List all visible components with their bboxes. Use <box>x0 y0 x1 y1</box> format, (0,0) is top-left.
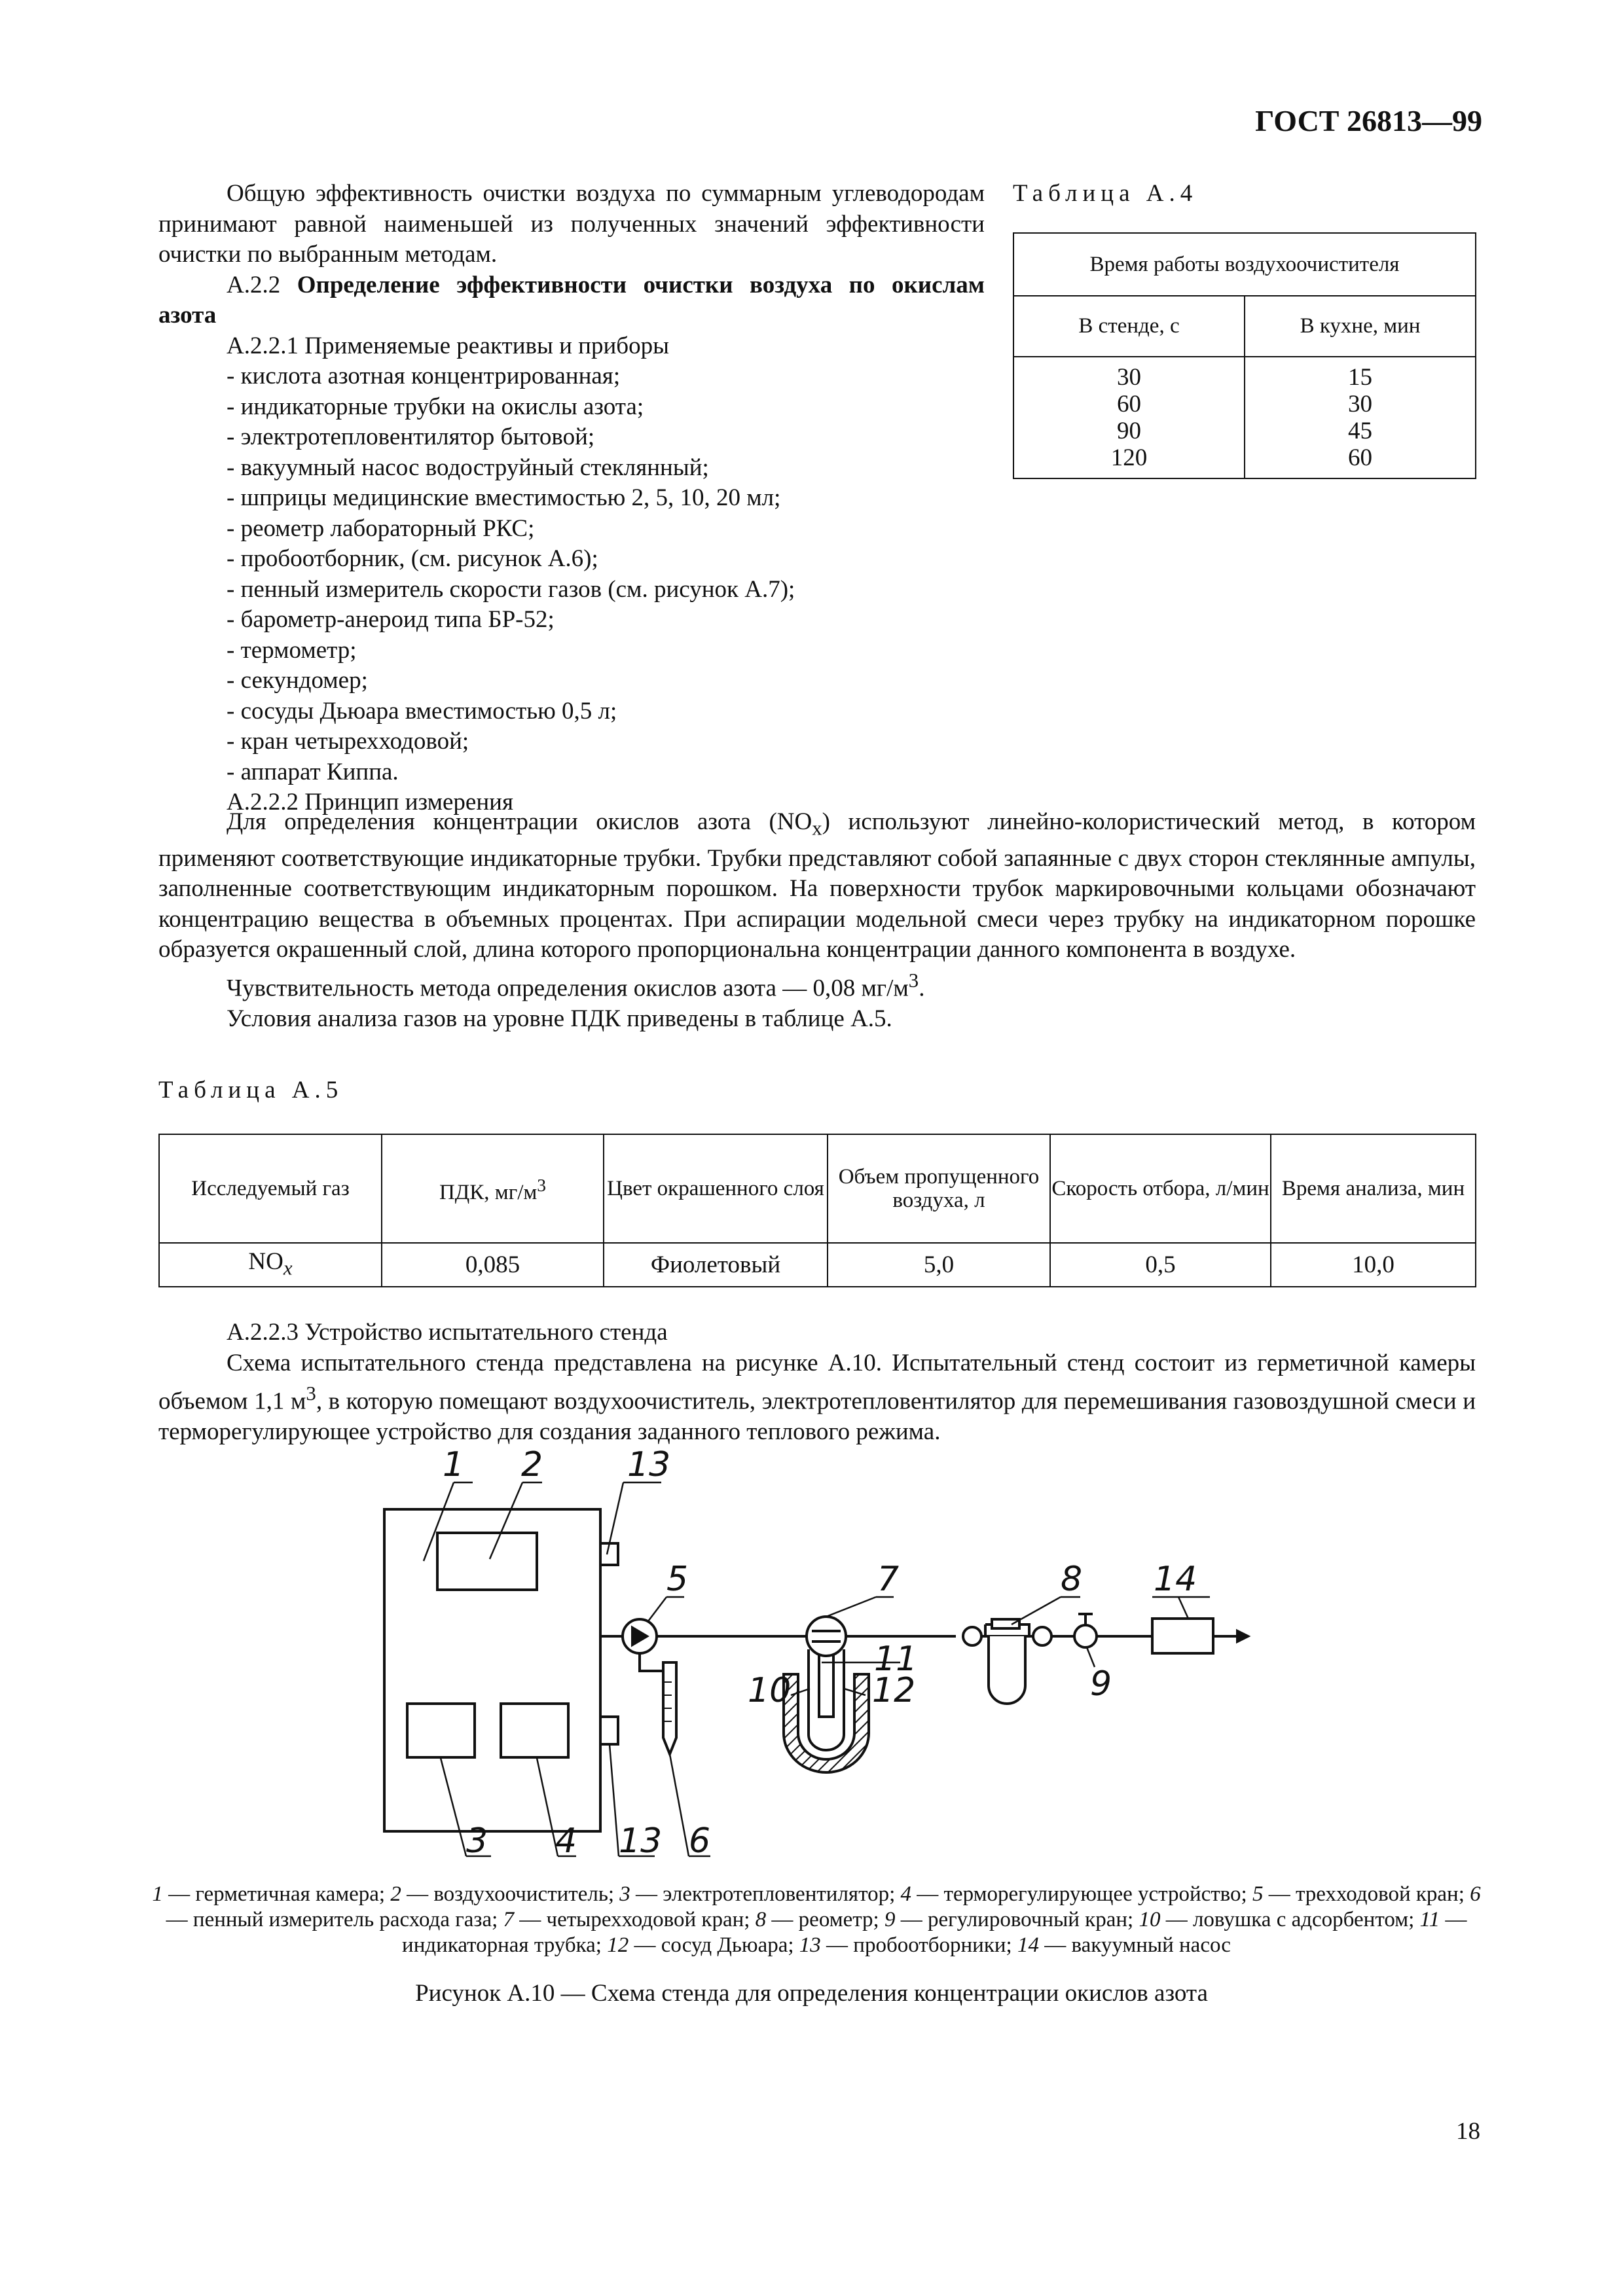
rheometer-port-left <box>963 1627 981 1645</box>
table5-header-text: ПДК, мг/м <box>439 1180 538 1204</box>
subscript: x <box>812 817 822 840</box>
sensitivity-text: Чувствительность метода определения окислов азота — 0,08 мг/м <box>227 975 909 1002</box>
subsection-a222: А.2.2.2 Принцип измерения <box>227 789 513 816</box>
table5-header: Скорость отбора, л/мин <box>1050 1134 1271 1243</box>
heater-fan <box>407 1704 475 1757</box>
legend-text: — воздухоочиститель; <box>401 1882 620 1906</box>
table5-cell: 0,5 <box>1050 1243 1271 1287</box>
subscript: x <box>283 1257 293 1280</box>
stand-text: , в которую помещают воздухоочиститель, электротепловентилятор для перемешивания газовоздушной смеси и терморегулирующее устройство для создания заданного теплового режима. <box>158 1388 1476 1445</box>
section-title: Определение эффективности очистки воздуха по окислам азота <box>158 271 985 329</box>
legend-number: 1 <box>152 1882 163 1906</box>
legend-text: — терморегулирующее устройство; <box>911 1882 1252 1906</box>
diagram-label-5: 5 <box>666 1560 689 1599</box>
diagram-label-8: 8 <box>1061 1560 1083 1599</box>
legend-number: 13 <box>799 1933 821 1957</box>
table5-header: Исследуемый газ <box>159 1134 382 1243</box>
hermetic-chamber <box>384 1509 600 1831</box>
diagram-label-3: 3 <box>466 1821 488 1861</box>
legend-text: — ловушка с адсорбентом; <box>1160 1908 1420 1931</box>
legend-text: — индикаторная трубка; <box>402 1908 1467 1957</box>
diagram-label-13-bottom: 13 <box>619 1821 663 1861</box>
foam-meter-link <box>640 1653 663 1671</box>
page-number: 18 <box>1456 2118 1480 2145</box>
legend-number: 6 <box>1470 1882 1481 1906</box>
table4-cell: 30 <box>1348 391 1372 418</box>
sampler-bottom <box>600 1717 618 1744</box>
superscript: 3 <box>908 969 919 992</box>
reagent-item: - реометр лабораторный РКС; <box>227 514 535 542</box>
superscript: 3 <box>306 1382 316 1405</box>
legend-number: 8 <box>755 1908 767 1931</box>
legend-text: — четырехходовой кран; <box>514 1908 756 1931</box>
figure-legend <box>145 1882 1487 1958</box>
legend-number: 14 <box>1017 1933 1039 1957</box>
legend-number: 11 <box>1419 1908 1440 1931</box>
reagent-item: - индикаторные трубки на окислы азота; <box>227 393 644 420</box>
four-way-valve <box>807 1617 846 1656</box>
legend-number: 2 <box>390 1882 401 1906</box>
legend-number: 12 <box>607 1933 629 1957</box>
diagram-label-7: 7 <box>877 1560 900 1599</box>
reagent-item: - вакуумный насос водоструйный стеклянный; <box>227 454 709 481</box>
principle-text: ) используют линейно-колористический метод, в котором применяют соответствующие индикаторные трубки. Трубки представляют собой запаянные с двух сторон стеклянные ампулы, заполненные соответствующим индикаторным порошком. На поверхности трубок маркировочными кольцами обозначают концентрацию вещества в объемных процентах. При аспирации модельной смеси через трубку на индикаторном порошке образуется окрашенный слой, длина которого пропорциональна концентрации данного компонента в воздухе. <box>158 808 1476 963</box>
outlet-arrow-icon <box>1237 1631 1248 1641</box>
diagram-label-6: 6 <box>689 1821 711 1861</box>
reagent-item: - аппарат Киппа. <box>227 758 399 785</box>
valve-handle-icon <box>1078 1614 1093 1625</box>
diagram-label-14: 14 <box>1154 1560 1197 1599</box>
legend-text: — реометр; <box>766 1908 884 1931</box>
legend-text: — пенный измеритель расхода газа; <box>166 1908 503 1931</box>
diagram-label-11: 11 <box>874 1640 918 1679</box>
diagram-label-2: 2 <box>521 1445 543 1484</box>
reagent-item: - пробоотборник, (см. рисунок А.6); <box>227 545 598 572</box>
table5-header: Время анализа, мин <box>1271 1134 1476 1243</box>
indicator-tube <box>819 1651 833 1717</box>
rheometer-port-right <box>1033 1627 1051 1645</box>
table4-cell: 15 <box>1348 364 1372 391</box>
table4-cell: 120 <box>1110 444 1148 471</box>
reagent-item: - сосуды Дьюара вместимостью 0,5 л; <box>227 697 617 725</box>
figure-caption: Рисунок А.10 — Схема стенда для определения концентрации окислов азота <box>415 1980 1208 2007</box>
sensitivity-text: . <box>919 975 925 1002</box>
legend-number: 10 <box>1139 1908 1161 1931</box>
table4-label: Таблица А.4 <box>1013 180 1198 207</box>
table4-cell: 45 <box>1348 418 1372 444</box>
legend-text: — электротепловентилятор; <box>630 1882 901 1906</box>
reagent-item: - электротепловентилятор бытовой; <box>227 423 595 450</box>
table5-cell: 10,0 <box>1271 1243 1476 1287</box>
reagent-item: - пенный измеритель скорости газов (см. рисунок А.7); <box>227 575 795 603</box>
diagram-label-9: 9 <box>1090 1664 1112 1704</box>
legend-text: — пробоотборники; <box>820 1933 1017 1957</box>
table4-header: В кухне, мин <box>1245 296 1476 357</box>
legend-text: — регулировочный кран; <box>895 1908 1139 1931</box>
table5-cell: Фиолетовый <box>604 1243 828 1287</box>
table5-cell: 5,0 <box>828 1243 1050 1287</box>
reagent-item: - секундомер; <box>227 667 368 694</box>
table4-cell: 30 <box>1117 364 1141 391</box>
table5-label: Таблица А.5 <box>158 1077 344 1103</box>
table5-cell: 0,085 <box>382 1243 604 1287</box>
reagent-item: - барометр-анероид типа БР-52; <box>227 606 555 633</box>
table4-cell: 60 <box>1117 391 1141 418</box>
superscript: 3 <box>537 1174 547 1195</box>
table4-cell: 90 <box>1117 418 1141 444</box>
conditions-line: Условия анализа газов на уровне ПДК приведены в таблице А.5. <box>227 1005 892 1032</box>
diagram-label-12: 12 <box>872 1671 916 1710</box>
table5-header: Цвет окрашенного слоя <box>604 1134 828 1243</box>
document-id: ГОСТ 26813—99 <box>1255 104 1482 137</box>
subsection-a221: А.2.2.1 Применяемые реактивы и приборы <box>227 332 669 359</box>
legend-number: 7 <box>503 1908 515 1931</box>
table4-group-header: Время работы воздухоочистителя <box>1013 233 1476 296</box>
regulating-valve <box>1074 1625 1097 1647</box>
rheometer <box>989 1636 1025 1704</box>
legend-text: — вакуумный насос <box>1038 1933 1231 1957</box>
principle-text: Для определения концентрации окислов азота (NO <box>227 808 812 835</box>
gas-name: NO <box>248 1247 283 1275</box>
legend-text: — сосуд Дьюара; <box>629 1933 799 1957</box>
diagram-label-13-top: 13 <box>627 1445 671 1484</box>
air-purifier <box>437 1533 537 1590</box>
intro-paragraph: Общую эффективность очистки воздуха по суммарным углеводородам принимают равной наименьшей из полученных значений эффективности очистки по выбранным методам. <box>158 180 985 268</box>
table4-cell: 60 <box>1348 444 1372 471</box>
reagent-item: - термометр; <box>227 636 357 664</box>
diagram-label-4: 4 <box>555 1821 577 1861</box>
section-number: А.2.2 <box>227 271 281 298</box>
reagent-item: - шприцы медицинские вместимостью 2, 5, 10, 20 мл; <box>227 484 781 511</box>
legend-text: — герметичная камера; <box>162 1882 391 1906</box>
stand-text: Схема испытательного стенда представлена на рисунке А.10. Испытательный стенд состоит из герметичной камеры объемом 1,1 м <box>158 1349 1476 1415</box>
legend-number: 9 <box>884 1908 896 1931</box>
table4-header: В стенде, с <box>1013 296 1245 357</box>
thermoregulator <box>501 1704 568 1757</box>
vacuum-pump <box>1152 1619 1213 1653</box>
legend-text: — трехходовой кран; <box>1263 1882 1470 1906</box>
diagram-label-10: 10 <box>748 1671 792 1710</box>
reagent-item: - кислота азотная концентрированная; <box>227 363 621 389</box>
subsection-a223: А.2.2.3 Устройство испытательного стенда <box>227 1319 668 1346</box>
legend-number: 3 <box>619 1882 630 1906</box>
diagram-label-1: 1 <box>443 1445 465 1484</box>
legend-number: 5 <box>1252 1882 1264 1906</box>
table5-header: Объем пропущенного воздуха, л <box>828 1134 1050 1243</box>
legend-number: 4 <box>900 1882 911 1906</box>
reagent-item: - кран четырехходовой; <box>227 728 469 755</box>
